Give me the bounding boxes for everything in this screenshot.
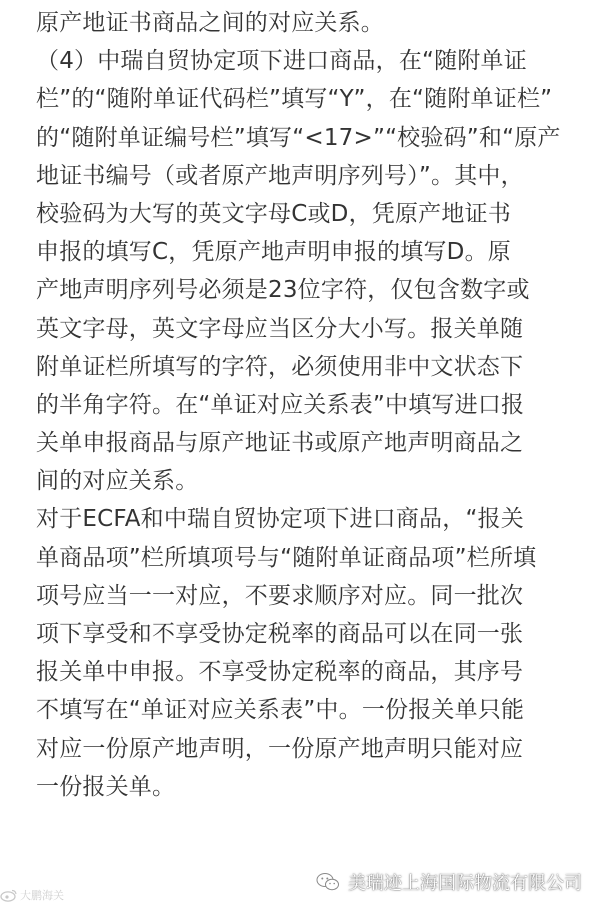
text-line: 校验码为大写的英文字母C或D，凭原产地证书 [36,200,511,227]
text-line: 英文字母，英文字母应当区分大小写。报关单随 [36,315,524,342]
text-line: 关单申报商品与原产地证书或原产地声明商品之 [36,430,524,457]
text-line: 的半角字符。在“单证对应关系表”中填写进口报 [36,391,525,418]
weibo-watermark-text: 大鹏海关 [20,889,64,902]
weibo-watermark [0,887,64,903]
text-line: 间的对应关系。 [36,468,199,495]
text-line: 原产地证书商品之间的对应关系。 [36,10,384,36]
wechat-watermark [316,869,582,895]
wechat-icon [316,872,340,892]
text-line: （4）中瑞自贸协定项下进口商品，在“随附单证 [36,48,527,75]
text-line: 对于ECFA和中瑞自贸协定项下进口商品，“报关 [36,506,524,533]
article-body [36,4,596,806]
text-line: 项号应当一一对应，不要求顺序对应。同一批次 [36,582,524,609]
text-line: 的“随附单证编号栏”填写“<17>”“校验码”和“原产 [36,124,561,151]
text-line: 一份报关单。 [36,773,176,800]
text-line: 报关单中申报。不享受协定税率的商品，其序号 [36,659,524,686]
wechat-watermark-text: 美瑞迹上海国际物流有限公司 [348,873,582,894]
text-line: 申报的填写C，凭原产地声明申报的填写D。原 [36,239,511,266]
text-line: 单商品项”栏所填项号与“随附单证商品项”栏所填 [36,544,537,571]
text-line: 项下享受和不享受协定税率的商品可以在同一张 [36,621,524,647]
text-line: 不填写在“单证对应关系表”中。一份报关单只能 [36,697,525,724]
weibo-icon [0,888,18,902]
watermark-footer [0,849,602,909]
text-line: 地证书编号（或者原产地声明序列号）”。其中， [36,162,524,189]
text-line: 对应一份原产地声明，一份原产地声明只能对应 [36,735,524,762]
text-line: 产地声明序列号必须是23位字符，仅包含数字或 [36,277,530,304]
text-line: 栏”的“随附单证代码栏”填写“Y”，在“随附单证栏” [36,86,553,113]
text-line: 附单证栏所填写的字符，必须使用非中文状态下 [36,353,524,380]
